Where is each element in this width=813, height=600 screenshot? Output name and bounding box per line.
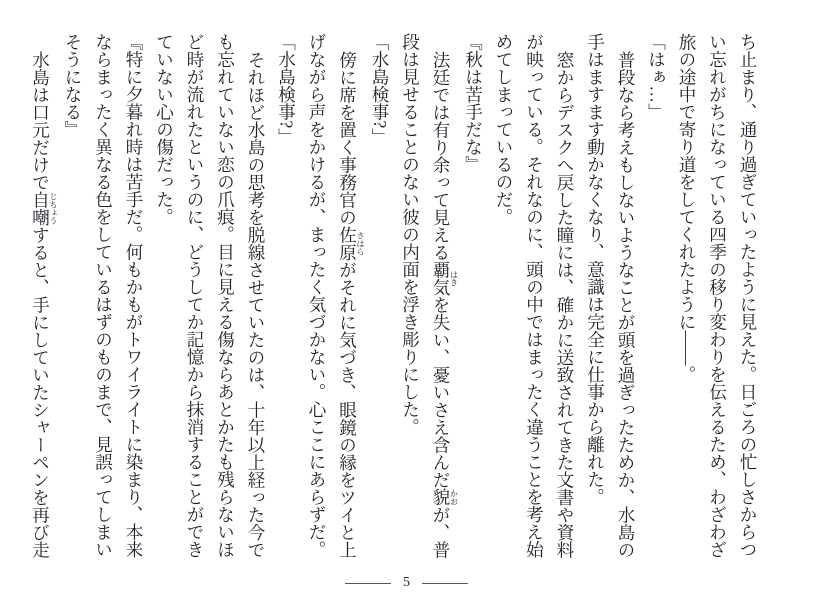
- text-line: 法廷では有り余って見える覇気はきを失い、憂いさえ含んだ貌かおが、普: [431, 50, 459, 558]
- text-line: 『秋は苦手だな』: [463, 33, 484, 173]
- text-line: ならまったく異なる色をしているはずのものまで、見誤ってしまい: [93, 33, 114, 558]
- text-line: 手はますます動かなくなり、意識は完全に仕事から離れた。: [585, 33, 606, 506]
- footer-rule-left: [345, 583, 391, 584]
- page-text: [25, 33, 763, 578]
- footer-rule-right: [422, 583, 468, 584]
- text-line: 普段なら考えもしないようなことが頭を過ぎったためか、水島の: [616, 50, 636, 558]
- ruby-annotated-word: 自嘲じちょう: [30, 190, 58, 226]
- text-line: も忘れていない恋の爪痕。目に見える傷ならあとかたも残らないほ: [215, 33, 236, 558]
- text-line: げながら声をかけるが、まったく気づかない。心ここにあらずだ。: [307, 33, 327, 558]
- ruby-annotated-word: 佐原さはら: [337, 225, 365, 261]
- text-line: い忘れがちになっている四季の移り変わりを伝えるため、わざわざ: [707, 33, 728, 558]
- page-number: 5: [403, 575, 410, 590]
- text-line: が映っている。それなのに、頭の中ではまったく違うことを考え始: [524, 33, 545, 558]
- page-footer: [0, 576, 813, 590]
- text-line: そうになる』: [63, 33, 83, 138]
- text-line: 段は見せることのない彼の内面を浮き彫りにした。: [400, 33, 421, 436]
- text-line: 『特に夕暮れ時は苦手だ。何もかもがトワイライトに染まり、本来: [124, 33, 144, 558]
- text-line: ど時が流れたというのに、どうしてか記憶から抹消することができ: [185, 33, 205, 558]
- text-line: ち止まり、通り過ぎていったように見えた。日ごろの忙しさからつ: [738, 33, 758, 558]
- text-line: 「水島検事?」: [276, 33, 297, 146]
- text-line: それほど水島の思考を脱線させていたのは、十年以上経った今で: [246, 50, 266, 558]
- text-line: 水島は口元だけで自嘲じちょうすると、手にしていたシャーペンを再び走: [30, 50, 58, 558]
- ruby-annotated-word: 貌かお: [431, 488, 459, 506]
- ruby-annotated-word: 覇気はき: [431, 260, 459, 296]
- text-line: めてしまっているのだ。: [494, 33, 514, 226]
- text-line: 傍に席を置く事務官の佐原さはらがそれに気づき、眼鏡の縁をツイと上: [337, 50, 365, 558]
- text-line: 窓からデスクへ戻した瞳には、確かに送致されてきた文書や資料: [555, 50, 575, 558]
- text-line: 「はぁ…」: [646, 33, 667, 121]
- text-line: 旅の途中で寄り道をしてくれたように――。: [677, 33, 697, 383]
- text-line: 「水島検事?」: [370, 33, 390, 146]
- text-line: ていない心の傷だった。: [154, 33, 175, 226]
